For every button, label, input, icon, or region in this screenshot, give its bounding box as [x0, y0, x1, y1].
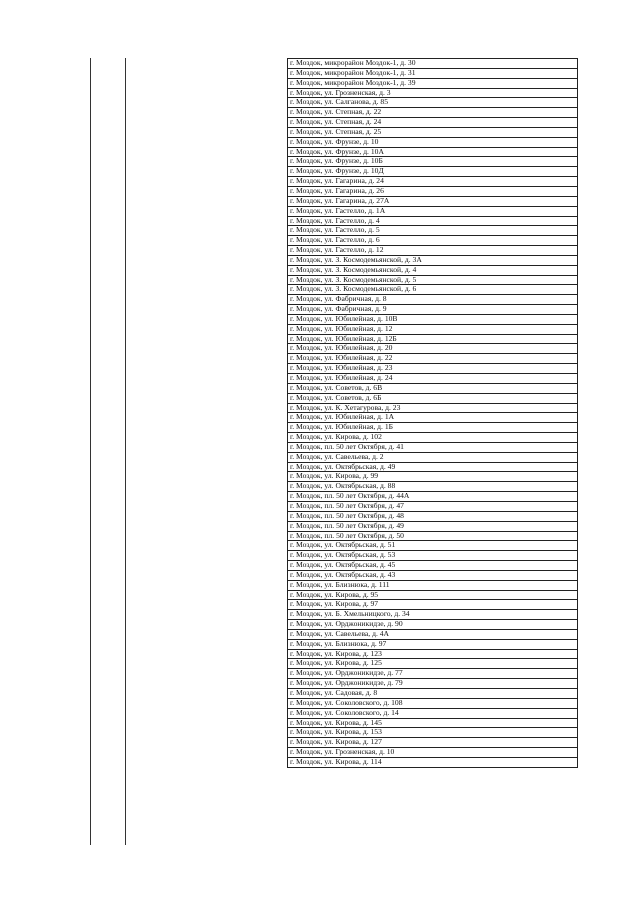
table-row [288, 620, 578, 630]
address-cell: г. Моздок, ул. Советов, д. 6Б [288, 393, 578, 403]
address-table-body [288, 59, 578, 768]
address-cell: г. Моздок, ул. Юбилейная, д. 1А [288, 413, 578, 423]
address-cell: г. Моздок, ул. Кирова, д. 123 [288, 649, 578, 659]
address-cell: г. Моздок, ул. Юбилейная, д. 1Б [288, 423, 578, 433]
address-cell: г. Моздок, ул. Степная, д. 24 [288, 118, 578, 128]
table-row [288, 639, 578, 649]
table-row [288, 570, 578, 580]
table-row [288, 600, 578, 610]
table-row [288, 521, 578, 531]
table-row [288, 462, 578, 472]
address-cell: г. Моздок, ул. Степная, д. 25 [288, 127, 578, 137]
address-cell: г. Моздок, ул. Советов, д. 6В [288, 383, 578, 393]
address-cell: г. Моздок, ул. Грозненская, д. 10 [288, 748, 578, 758]
table-row [288, 354, 578, 364]
address-cell: г. Моздок, пл. 50 лет Октября, д. 50 [288, 531, 578, 541]
address-cell: г. Моздок, ул. Кирова, д. 145 [288, 718, 578, 728]
table-row [288, 127, 578, 137]
address-cell: г. Моздок, микрорайон Моздок-1, д. 31 [288, 68, 578, 78]
address-cell: г. Моздок, ул. Юбилейная, д. 22 [288, 354, 578, 364]
address-cell: г. Моздок, микрорайон Моздок-1, д. 30 [288, 59, 578, 69]
address-cell: г. Моздок, ул. Юбилейная, д. 12 [288, 324, 578, 334]
table-row [288, 610, 578, 620]
table-row [288, 501, 578, 511]
address-cell: г. Моздок, ул. З. Космодемьянской, д. 3А [288, 255, 578, 265]
table-row [288, 147, 578, 157]
table-row [288, 629, 578, 639]
address-cell: г. Моздок, ул. Кирова, д. 97 [288, 600, 578, 610]
address-cell: г. Моздок, ул. З. Космодемьянской, д. 6 [288, 285, 578, 295]
table-row [288, 216, 578, 226]
table-row [288, 511, 578, 521]
table-row [288, 679, 578, 689]
table-row [288, 98, 578, 108]
address-cell: г. Моздок, ул. Кирова, д. 99 [288, 472, 578, 482]
table-row [288, 492, 578, 502]
address-cell: г. Моздок, ул. Фабричная, д. 9 [288, 305, 578, 315]
table-row [288, 393, 578, 403]
table-row [288, 442, 578, 452]
table-row [288, 590, 578, 600]
table-row [288, 748, 578, 758]
table-row [288, 344, 578, 354]
address-cell: г. Моздок, ул. Орджоникидзе, д. 90 [288, 620, 578, 630]
address-cell: г. Моздок, ул. Близнюка, д. 111 [288, 580, 578, 590]
address-cell: г. Моздок, ул. Юбилейная, д. 10В [288, 314, 578, 324]
table-row [288, 334, 578, 344]
table-row [288, 236, 578, 246]
address-cell: г. Моздок, ул. Октябрьская, д. 43 [288, 570, 578, 580]
address-cell: г. Моздок, ул. Кирова, д. 114 [288, 757, 578, 767]
address-cell: г. Моздок, ул. Степная, д. 22 [288, 108, 578, 118]
table-row [288, 689, 578, 699]
table-row [288, 226, 578, 236]
address-cell: г. Моздок, ул. Соколовского, д. 108 [288, 698, 578, 708]
address-cell: г. Моздок, ул. Фабричная, д. 8 [288, 295, 578, 305]
address-cell: г. Моздок, ул. Гастелло, д. 4 [288, 216, 578, 226]
address-cell: г. Моздок, ул. Б. Хмельницкого, д. 34 [288, 610, 578, 620]
address-cell: г. Моздок, пл. 50 лет Октября, д. 41 [288, 442, 578, 452]
table-row [288, 718, 578, 728]
table-row [288, 413, 578, 423]
table-row [288, 698, 578, 708]
table-row [288, 541, 578, 551]
table-row [288, 305, 578, 315]
address-cell: г. Моздок, ул. Фрунзе, д. 10Д [288, 167, 578, 177]
table-row [288, 68, 578, 78]
table-row [288, 708, 578, 718]
address-cell: г. Моздок, ул. Кирова, д. 153 [288, 728, 578, 738]
table-row [288, 118, 578, 128]
address-cell: г. Моздок, ул. Гастелло, д. 6 [288, 236, 578, 246]
address-cell: г. Моздок, ул. К. Хетагурова, д. 23 [288, 403, 578, 413]
address-cell: г. Моздок, ул. Савельева, д. 4А [288, 629, 578, 639]
address-cell: г. Моздок, пл. 50 лет Октября, д. 48 [288, 511, 578, 521]
address-cell: г. Моздок, ул. Близнюка, д. 97 [288, 639, 578, 649]
address-cell: г. Моздок, ул. Гагарина, д. 24 [288, 177, 578, 187]
table-row [288, 324, 578, 334]
table-row [288, 374, 578, 384]
table-row [288, 403, 578, 413]
table-row [288, 314, 578, 324]
address-cell: г. Моздок, ул. Кирова, д. 127 [288, 738, 578, 748]
address-cell: г. Моздок, пл. 50 лет Октября, д. 49 [288, 521, 578, 531]
table-row [288, 167, 578, 177]
table-row [288, 561, 578, 571]
table-row [288, 285, 578, 295]
address-cell: г. Моздок, ул. Фрунзе, д. 10Б [288, 157, 578, 167]
address-cell: г. Моздок, ул. Октябрьская, д. 49 [288, 462, 578, 472]
table-row [288, 186, 578, 196]
table-row [288, 157, 578, 167]
table-row [288, 452, 578, 462]
address-cell: г. Моздок, ул. Юбилейная, д. 23 [288, 364, 578, 374]
table-row [288, 246, 578, 256]
table-row [288, 433, 578, 443]
table-row [288, 728, 578, 738]
address-cell: г. Моздок, ул. Юбилейная, д. 24 [288, 374, 578, 384]
address-cell: г. Моздок, ул. Гастелло, д. 5 [288, 226, 578, 236]
table-row [288, 364, 578, 374]
address-cell: г. Моздок, ул. Садовая, д. 8 [288, 689, 578, 699]
address-cell: г. Моздок, ул. Октябрьская, д. 45 [288, 561, 578, 571]
address-cell: г. Моздок, микрорайон Моздок-1, д. 39 [288, 78, 578, 88]
address-cell: г. Моздок, ул. Соколовского, д. 14 [288, 708, 578, 718]
address-cell: г. Моздок, ул. Орджоникидзе, д. 77 [288, 669, 578, 679]
address-cell: г. Моздок, ул. Гастелло, д. 1А [288, 206, 578, 216]
address-cell: г. Моздок, ул. Октябрьская, д. 51 [288, 541, 578, 551]
table-border-inner [125, 58, 126, 845]
address-table [287, 58, 578, 768]
table-row [288, 472, 578, 482]
table-row [288, 649, 578, 659]
table-row [288, 423, 578, 433]
table-row [288, 531, 578, 541]
table-row [288, 295, 578, 305]
address-cell: г. Моздок, ул. Гастелло, д. 12 [288, 246, 578, 256]
table-row [288, 78, 578, 88]
address-cell: г. Моздок, ул. Салганова, д. 85 [288, 98, 578, 108]
table-border-left [90, 58, 91, 845]
table-row [288, 669, 578, 679]
table-row [288, 265, 578, 275]
table-row [288, 482, 578, 492]
address-cell: г. Моздок, ул. Октябрьская, д. 88 [288, 482, 578, 492]
table-row [288, 551, 578, 561]
address-cell: г. Моздок, пл. 50 лет Октября, д. 44А [288, 492, 578, 502]
address-cell: г. Моздок, ул. Грозненская, д. 3 [288, 88, 578, 98]
table-row [288, 108, 578, 118]
address-cell: г. Моздок, ул. Фрунзе, д. 10А [288, 147, 578, 157]
address-cell: г. Моздок, ул. Гагарина, д. 27А [288, 196, 578, 206]
address-cell: г. Моздок, ул. З. Космодемьянской, д. 4 [288, 265, 578, 275]
table-row [288, 137, 578, 147]
table-row [288, 196, 578, 206]
address-cell: г. Моздок, ул. Савельева, д. 2 [288, 452, 578, 462]
table-row [288, 177, 578, 187]
address-cell: г. Моздок, ул. Юбилейная, д. 20 [288, 344, 578, 354]
table-row [288, 275, 578, 285]
address-cell: г. Моздок, ул. Кирова, д. 95 [288, 590, 578, 600]
address-cell: г. Моздок, ул. Кирова, д. 102 [288, 433, 578, 443]
table-row [288, 383, 578, 393]
address-cell: г. Моздок, ул. Орджоникидзе, д. 79 [288, 679, 578, 689]
address-cell: г. Моздок, ул. Октябрьская, д. 53 [288, 551, 578, 561]
table-row [288, 738, 578, 748]
address-cell: г. Моздок, ул. З. Космодемьянской, д. 5 [288, 275, 578, 285]
table-row [288, 757, 578, 767]
table-row [288, 659, 578, 669]
address-cell: г. Моздок, ул. Гагарина, д. 26 [288, 186, 578, 196]
address-cell: г. Моздок, пл. 50 лет Октября, д. 47 [288, 501, 578, 511]
address-cell: г. Моздок, ул. Юбилейная, д. 12Б [288, 334, 578, 344]
address-cell: г. Моздок, ул. Фрунзе, д. 10 [288, 137, 578, 147]
table-row [288, 88, 578, 98]
table-row [288, 255, 578, 265]
table-row [288, 59, 578, 69]
address-cell: г. Моздок, ул. Кирова, д. 125 [288, 659, 578, 669]
table-row [288, 580, 578, 590]
table-row [288, 206, 578, 216]
